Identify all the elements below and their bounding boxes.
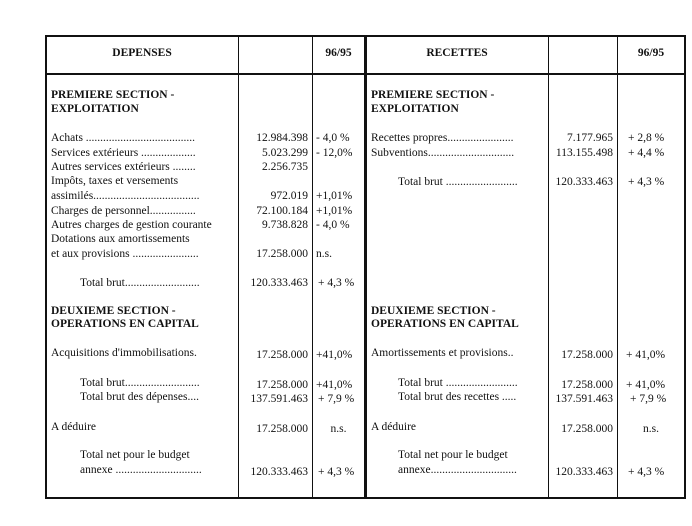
row-amount: 137.591.463 (555, 393, 613, 405)
section-heading: EXPLOITATION (51, 103, 139, 115)
row-label: A déduire (371, 421, 417, 433)
section-heading: DEUXIEME SECTION - (371, 305, 496, 317)
header-ratio-left: 96/95 (325, 47, 352, 59)
row-amount: 5.023.299 (262, 147, 308, 159)
row-pct: +41,0% (316, 379, 353, 391)
section-heading: PREMIERE SECTION - (51, 89, 175, 101)
row-amount: 137.591.463 (250, 393, 308, 405)
row-label: Recettes propres....................... (371, 132, 514, 144)
row-amount: 17.258.000 (561, 423, 613, 435)
row-label: annexe.............................. (398, 464, 517, 476)
row-label: assimilés..................................... (51, 190, 200, 202)
row-amount: 17.258.000 (256, 248, 308, 260)
row-label: Total brut des recettes ..... (398, 391, 517, 403)
header-depenses: DEPENSES (112, 47, 172, 59)
row-label: Total brut des dépenses.... (80, 391, 199, 403)
row-amount: 17.258.000 (561, 379, 613, 391)
row-label: Subventions.............................. (371, 147, 515, 159)
row-amount: 113.155.498 (555, 147, 613, 159)
row-label: Charges de personnel................ (51, 205, 196, 217)
row-pct: +1,01% (316, 190, 353, 202)
section-heading: PREMIERE SECTION - (371, 89, 495, 101)
row-amount: 72.100.184 (256, 205, 308, 217)
row-pct: + 41,0% (626, 349, 666, 361)
row-amount: 120.333.463 (555, 466, 613, 478)
row-label: Total brut.......................... (80, 277, 200, 289)
row-amount: 12.984.398 (256, 132, 308, 144)
row-pct: n.s. (330, 423, 347, 435)
row-label: Total brut ......................... (398, 176, 518, 188)
row-label: Acquisitions d'immobilisations. (51, 347, 197, 359)
row-pct: + 4,3 % (628, 466, 665, 478)
section-heading: OPERATIONS EN CAPITAL (51, 318, 199, 330)
row-amount: 120.333.463 (250, 466, 308, 478)
row-pct: +1,01% (316, 205, 353, 217)
row-label: Total brut.......................... (80, 377, 200, 389)
header-ratio-right: 96/95 (637, 47, 665, 59)
row-label: Impôts, taxes et versements (51, 175, 179, 187)
row-label: Autres services extérieurs ........ (51, 161, 196, 173)
center-divider (364, 35, 367, 497)
row-label: Total net pour le budget (80, 449, 190, 461)
row-pct: n.s. (643, 423, 659, 435)
row-amount: 120.333.463 (555, 176, 613, 188)
row-label: annexe .............................. (80, 464, 202, 476)
row-pct: + 41,0% (626, 379, 666, 391)
row-amount: 7.177.965 (567, 132, 613, 144)
row-pct: - 4,0 % (316, 219, 350, 231)
row-amount: 2.256.735 (262, 161, 308, 173)
row-label: Total net pour le budget (398, 449, 508, 461)
row-pct: + 4,3 % (628, 176, 665, 188)
row-label: Total brut ......................... (398, 377, 518, 389)
row-pct: - 12,0% (316, 147, 353, 159)
row-pct: +41,0% (316, 349, 353, 361)
row-pct: + 2,8 % (628, 132, 665, 144)
row-label: et aux provisions ....................... (51, 248, 199, 260)
row-pct: + 7,9 % (630, 393, 667, 405)
row-amount: 17.258.000 (561, 349, 613, 361)
row-amount: 17.258.000 (256, 379, 308, 391)
row-label: A déduire (51, 421, 97, 433)
row-label: Services extérieurs ................... (51, 147, 196, 159)
row-label: Autres charges de gestion courante (51, 219, 212, 231)
row-pct: - 4,0 % (316, 132, 350, 144)
row-pct: n.s. (316, 248, 332, 260)
section-heading: DEUXIEME SECTION - (51, 305, 176, 317)
row-label: Dotations aux amortissements (51, 233, 190, 245)
row-amount: 9.738.828 (262, 219, 308, 231)
row-pct: + 7,9 % (318, 393, 355, 405)
row-amount: 17.258.000 (256, 349, 308, 361)
row-label: Achats ...................................... (51, 132, 196, 144)
section-heading: OPERATIONS EN CAPITAL (371, 318, 519, 330)
row-amount: 17.258.000 (256, 423, 308, 435)
row-pct: + 4,3 % (318, 466, 355, 478)
row-amount: 120.333.463 (250, 277, 308, 289)
section-heading: EXPLOITATION (371, 103, 459, 115)
header-recettes: RECETTES (426, 47, 488, 59)
row-amount: 972.019 (270, 190, 308, 202)
row-pct: + 4,4 % (628, 147, 665, 159)
row-pct: + 4,3 % (318, 277, 355, 289)
row-label: Amortissements et provisions.. (371, 347, 514, 359)
